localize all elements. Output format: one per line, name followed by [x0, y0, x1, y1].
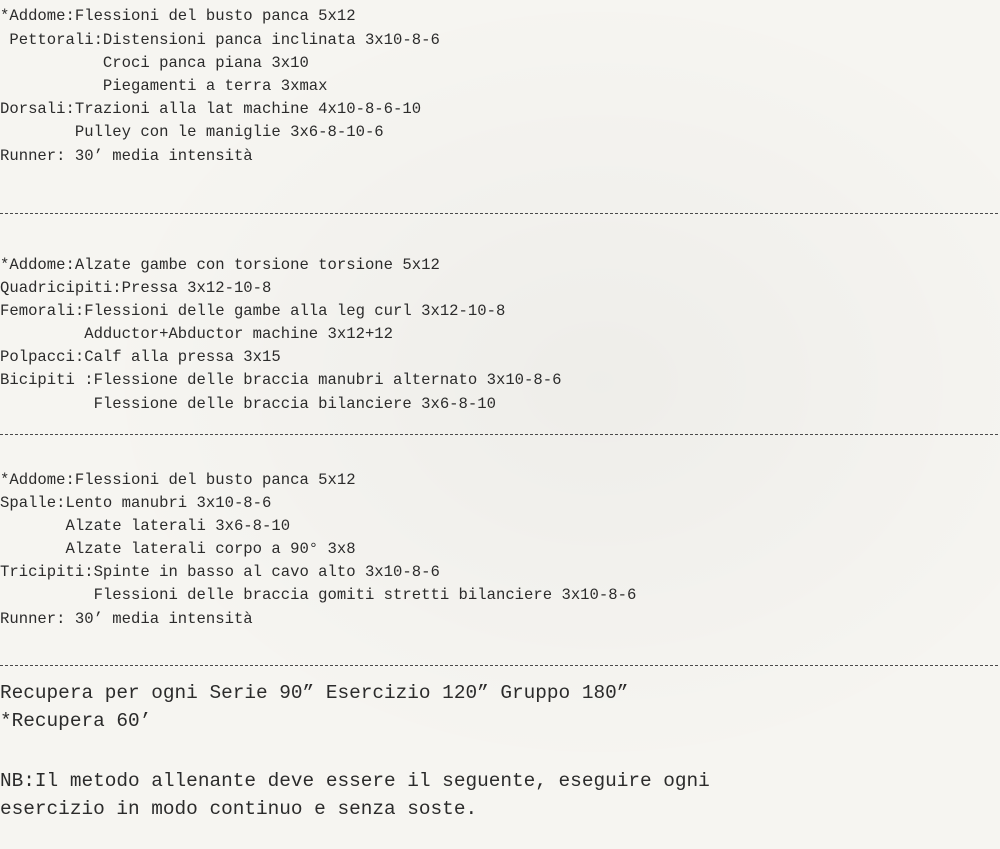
block3-line-4: Alzate laterali corpo a 90° 3x8 [0, 540, 356, 558]
recovery-line-2: *Recupera 60’ [0, 710, 152, 732]
block3-line-2: Spalle:Lento manubri 3x10-8-6 [0, 494, 272, 512]
block1-line-7: Runner: 30’ media intensità [0, 147, 253, 165]
note-line-2: esercizio in modo continuo e senza soste. [0, 798, 478, 820]
block3-line-6: Flessioni delle braccia gomiti stretti bilanciere 3x10-8-6 [0, 586, 637, 604]
block3-line-3: Alzate laterali 3x6-8-10 [0, 517, 291, 535]
block3-line-1: *Addome:Flessioni del busto panca 5x12 [0, 471, 356, 489]
block2-line-4: Adductor+Abductor machine 3x12+12 [0, 325, 394, 343]
block2-line-6: Bicipiti :Flessione delle braccia manubri alternato 3x10-8-6 [0, 371, 562, 389]
block1-line-4: Piegamenti a terra 3xmax [0, 77, 328, 95]
block3-line-5: Tricipiti:Spinte in basso al cavo alto 3x10-8-6 [0, 563, 440, 581]
block1-line-3: Croci panca piana 3x10 [0, 54, 309, 72]
separator-2 [0, 434, 998, 435]
block2-line-2: Quadricipiti:Pressa 3x12-10-8 [0, 279, 272, 297]
block3-line-7: Runner: 30’ media intensità [0, 610, 253, 628]
block1-line-2: Pettorali:Distensioni panca inclinata 3x10-8-6 [0, 31, 440, 49]
separator-3 [0, 665, 998, 666]
recovery-line-1: Recupera per ogni Serie 90” Esercizio 120” Gruppo 180” [0, 682, 629, 704]
block1-line-6: Pulley con le maniglie 3x6-8-10-6 [0, 123, 384, 141]
block1-line-5: Dorsali:Trazioni alla lat machine 4x10-8-6-10 [0, 100, 422, 118]
block1-line-1: *Addome:Flessioni del busto panca 5x12 [0, 7, 356, 25]
block2-line-1: *Addome:Alzate gambe con torsione torsione 5x12 [0, 256, 440, 274]
block2-line-5: Polpacci:Calf alla pressa 3x15 [0, 348, 281, 366]
block2-line-7: Flessione delle braccia bilanciere 3x6-8-10 [0, 395, 496, 413]
separator-1 [0, 213, 998, 214]
note-line-1: NB:Il metodo allenante deve essere il seguente, eseguire ogni [0, 770, 710, 792]
block2-line-3: Femorali:Flessioni delle gambe alla leg curl 3x12-10-8 [0, 302, 506, 320]
